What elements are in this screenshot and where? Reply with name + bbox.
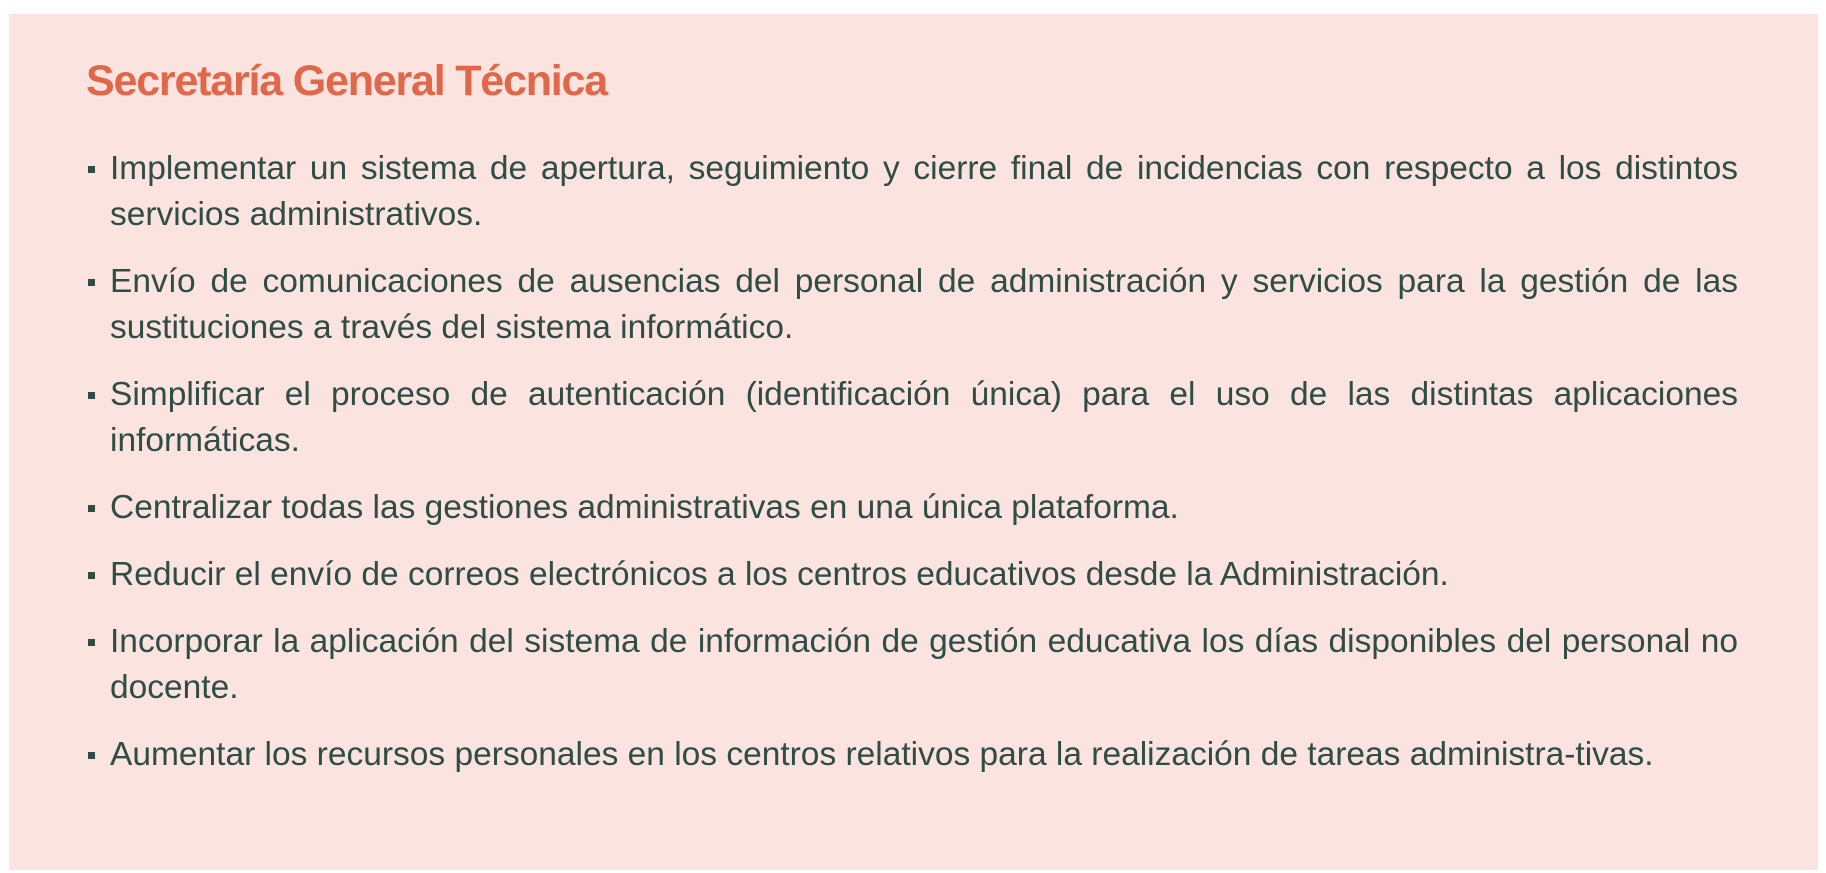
list-item-text: Centralizar todas las gestiones administrativas en una única plataforma. xyxy=(110,489,1179,526)
list-item-text: Envío de comunicaciones de ausencias del personal de administración y servicios para la gestión de las sustituciones a través del sistema informático. xyxy=(110,263,1738,346)
list-item xyxy=(88,732,1738,778)
list-item xyxy=(88,619,1738,711)
bullet-icon xyxy=(88,752,95,759)
list-item-text: Reducir el envío de correos electrónicos a los centros educativos desde la Administración. xyxy=(110,556,1449,593)
bullet-icon xyxy=(88,166,95,173)
bullet-icon xyxy=(88,279,95,286)
list-item xyxy=(88,259,1738,351)
list-item xyxy=(88,485,1738,531)
list-item xyxy=(88,372,1738,464)
list-item xyxy=(88,552,1738,598)
list-item xyxy=(88,146,1738,238)
bullet-icon xyxy=(88,639,95,646)
list-item-text: Simplificar el proceso de autenticación (identificación única) para el uso de las distintas aplicaciones informáticas. xyxy=(110,376,1738,459)
content-panel xyxy=(9,14,1818,870)
objectives-list xyxy=(88,146,1738,799)
list-item-text: Implementar un sistema de apertura, seguimiento y cierre final de incidencias con respecto a los distintos servicios administrativos. xyxy=(110,150,1738,233)
bullet-icon xyxy=(88,392,95,399)
bullet-icon xyxy=(88,572,95,579)
list-item-text: Incorporar la aplicación del sistema de información de gestión educativa los días disponibles del personal no docente. xyxy=(110,623,1738,706)
bullet-icon xyxy=(88,505,95,512)
section-title: Secretaría General Técnica xyxy=(86,57,607,105)
list-item-text: Aumentar los recursos personales en los centros relativos para la realización de tareas administra-tivas. xyxy=(110,736,1654,773)
